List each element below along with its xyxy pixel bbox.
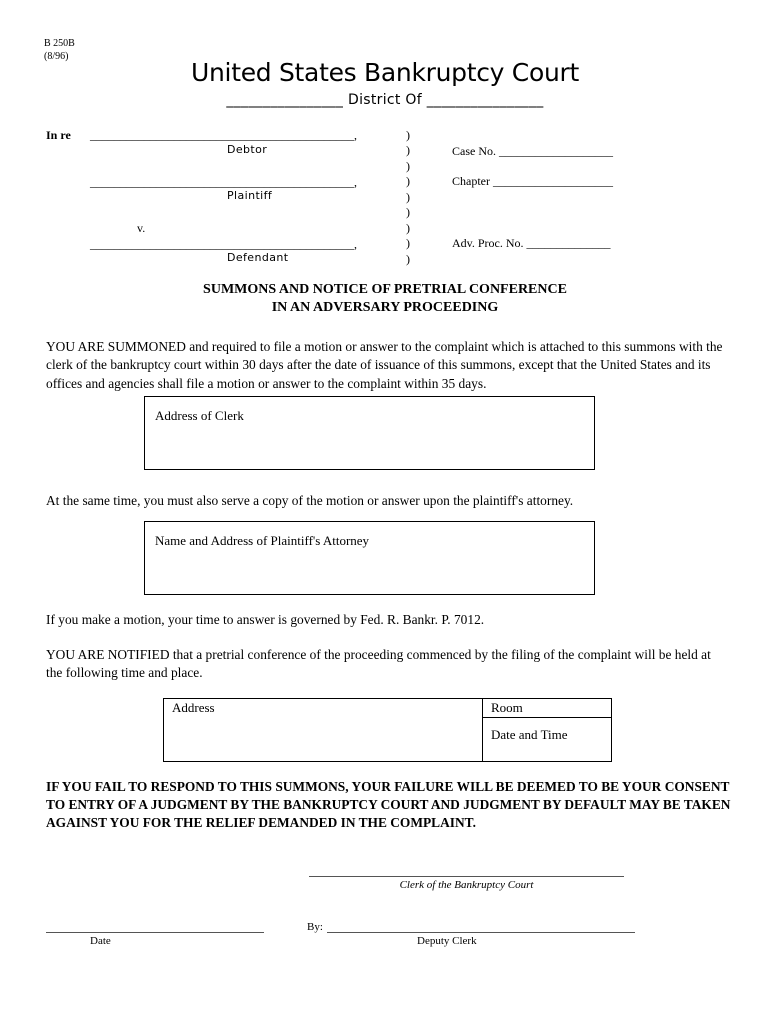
address-of-clerk-box[interactable] bbox=[144, 396, 595, 470]
caption-paren: ) bbox=[406, 190, 410, 204]
date-signature-line[interactable] bbox=[46, 932, 264, 933]
caption-paren: ) bbox=[406, 143, 410, 157]
versus-label: v. bbox=[137, 221, 146, 235]
address-of-clerk-label: Address of Clerk bbox=[155, 408, 244, 423]
district-blank-right[interactable]: ________________ bbox=[426, 92, 544, 108]
form-revision-date: (8/96) bbox=[44, 51, 69, 62]
clerk-signature-line[interactable] bbox=[309, 876, 624, 877]
defendant-label: Defendant bbox=[227, 251, 289, 264]
conference-address-label: Address bbox=[172, 700, 215, 715]
district-line bbox=[0, 92, 770, 108]
summoned-paragraph: YOU ARE SUMMONED and required to file a motion or answer to the complaint which is attached to this summons with the clerk of the bankruptcy court within 30 days after the date of issuance of this summons, except that the United States and its offices and agencies shall file a motion or answer to the complaint within 35 days. bbox=[46, 339, 723, 391]
district-blank-left[interactable]: ________________ bbox=[226, 92, 344, 108]
caption-paren: ) bbox=[406, 205, 410, 219]
date-label: Date bbox=[90, 935, 111, 947]
deputy-clerk-label: Deputy Clerk bbox=[417, 935, 477, 947]
debtor-name-blank[interactable]: ____________________________________________, bbox=[90, 128, 357, 142]
default-judgment-warning: IF YOU FAIL TO RESPOND TO THIS SUMMONS, YOUR FAILURE WILL BE DEEMED TO BE YOUR CONSENT TO ENTRY OF A JUDGMENT BY THE BANKRUPTCY COURT AND JUDGMENT BY DEFAULT MAY BE TAKEN AGAINST YOU FOR THE RELIEF DEMANDED IN THE COMPLAINT. bbox=[46, 779, 731, 831]
caption-paren: ) bbox=[406, 236, 410, 250]
clerk-of-court-label: Clerk of the Bankruptcy Court bbox=[399, 879, 534, 891]
serve-copy-paragraph: At the same time, you must also serve a copy of the motion or answer upon the plaintiff's attorney. bbox=[46, 493, 574, 508]
caption-paren: ) bbox=[406, 159, 410, 173]
debtor-label: Debtor bbox=[227, 143, 268, 156]
deputy-clerk-signature-line[interactable] bbox=[327, 932, 635, 933]
caption-paren: ) bbox=[406, 252, 410, 266]
conference-room-cell[interactable] bbox=[482, 698, 612, 718]
caption-paren: ) bbox=[406, 128, 410, 142]
conference-address-cell[interactable] bbox=[163, 698, 483, 762]
adversary-proceeding-number-field[interactable]: Adv. Proc. No. ______________ bbox=[452, 236, 611, 250]
caption-paren: ) bbox=[406, 221, 410, 235]
case-number-field[interactable]: Case No. ___________________ bbox=[452, 144, 613, 158]
defendant-name-blank[interactable]: ____________________________________________, bbox=[90, 237, 357, 251]
conference-date-time-cell[interactable] bbox=[482, 717, 612, 762]
plaintiff-label: Plaintiff bbox=[227, 189, 273, 202]
form-number-code: B 250B bbox=[44, 38, 75, 49]
by-label: By: bbox=[307, 921, 323, 933]
plaintiff-attorney-label: Name and Address of Plaintiff's Attorney bbox=[155, 533, 370, 548]
notified-paragraph: YOU ARE NOTIFIED that a pretrial conference of the proceeding commenced by the filing of the complaint will be held at the following time and place. bbox=[46, 647, 711, 681]
caption-paren: ) bbox=[406, 174, 410, 188]
document-title-line-2: IN AN ADVERSARY PROCEEDING bbox=[271, 300, 499, 315]
conference-room-label: Room bbox=[491, 700, 523, 715]
court-title: United States Bankruptcy Court bbox=[191, 58, 579, 87]
motion-paragraph: If you make a motion, your time to answer is governed by Fed. R. Bankr. P. 7012. bbox=[46, 612, 485, 627]
plaintiff-name-blank[interactable]: ____________________________________________, bbox=[90, 175, 357, 189]
conference-date-time-label: Date and Time bbox=[491, 727, 568, 742]
document-title-line-1: SUMMONS AND NOTICE OF PRETRIAL CONFERENCE bbox=[203, 282, 567, 297]
in-re-label: In re bbox=[46, 128, 71, 142]
chapter-field[interactable]: Chapter ____________________ bbox=[452, 174, 613, 188]
district-label: District Of bbox=[348, 92, 422, 108]
plaintiff-attorney-box[interactable] bbox=[144, 521, 595, 595]
